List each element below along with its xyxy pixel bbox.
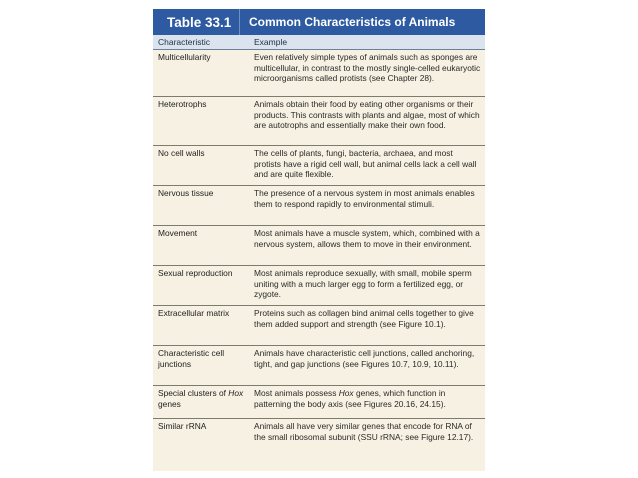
table-row — [153, 50, 485, 97]
characteristic-cell: Characteristic cell junctions — [158, 348, 225, 369]
table-row — [153, 266, 485, 306]
table-number: Table 33.1 — [167, 14, 232, 30]
table-row — [153, 186, 485, 226]
example-prefix: Most animals possess — [254, 388, 339, 398]
example-cell: Animals all have very similar genes that encode for RNA of the small ribosomal subunit (SSU rRNA; see Figure 12.17). — [254, 421, 474, 442]
example-cell: Even relatively simple types of animals such as sponges are multicellular, in contrast to the mostly single-celled eukaryotic microorganisms called protists (see Chapter 28). — [254, 52, 481, 84]
table-row — [153, 146, 485, 186]
characteristic-hox: Hox — [228, 388, 244, 398]
characteristic-cell — [153, 388, 250, 418]
table-row — [153, 97, 485, 146]
characteristic-prefix: Special clusters of — [158, 388, 229, 398]
table-header-row — [153, 35, 485, 50]
characteristics-table — [153, 9, 485, 471]
table-row — [153, 226, 485, 266]
characteristic-cell: Heterotrophs — [158, 99, 207, 109]
characteristic-cell: Movement — [158, 228, 198, 238]
example-cell: The cells of plants, fungi, bacteria, archaea, and most protists have a rigid cell wall, but animal cells lack a cell wall and are quite flexible. — [254, 148, 477, 180]
characteristic-cell: Nervous tissue — [158, 188, 214, 198]
table-title-bar — [153, 9, 485, 35]
example-cell: The presence of a nervous system in most animals enables them to respond rapidly to environmental stimuli. — [254, 188, 475, 209]
example-hox: Hox — [338, 388, 354, 398]
table-row — [153, 346, 485, 386]
characteristic-cell: Sexual reproduction — [158, 268, 233, 278]
example-cell: Animals have characteristic cell junctions, called anchoring, tight, and gap junctions (see Figures 10.7, 10.9, 10.11). — [254, 348, 475, 369]
example-cell: Most animals have a muscle system, which, combined with a nervous system, allows them to move in their environment. — [254, 228, 480, 249]
example-cell: Most animals reproduce sexually, with small, mobile sperm uniting with a much larger egg to form a fertilized egg, or zygote. — [254, 268, 472, 300]
characteristic-cell: Extracellular matrix — [158, 308, 230, 318]
table-body — [153, 50, 485, 457]
header-characteristic: Characteristic — [158, 37, 210, 47]
example-cell — [250, 388, 485, 418]
example-cell: Proteins such as collagen bind animal cells together to give them added support and strength (see Figure 10.1). — [254, 308, 474, 329]
header-example: Example — [254, 37, 288, 47]
characteristic-cell: No cell walls — [158, 148, 205, 158]
example-suffix: genes, which function in patterning the body axis (see Figures 20.16, 24.15). — [254, 388, 446, 409]
characteristic-suffix: genes — [158, 398, 181, 409]
table-row — [153, 306, 485, 346]
table-row — [153, 386, 485, 419]
table-row — [153, 419, 485, 457]
characteristic-cell: Multicellularity — [158, 52, 211, 62]
example-cell: Animals obtain their food by eating other organisms or their products. This contrasts with plants and algae, most of which are autotrophs and essentially make their own food. — [254, 99, 480, 131]
characteristic-cell: Similar rRNA — [158, 421, 207, 431]
table-title: Common Characteristics of Animals — [239, 9, 485, 35]
